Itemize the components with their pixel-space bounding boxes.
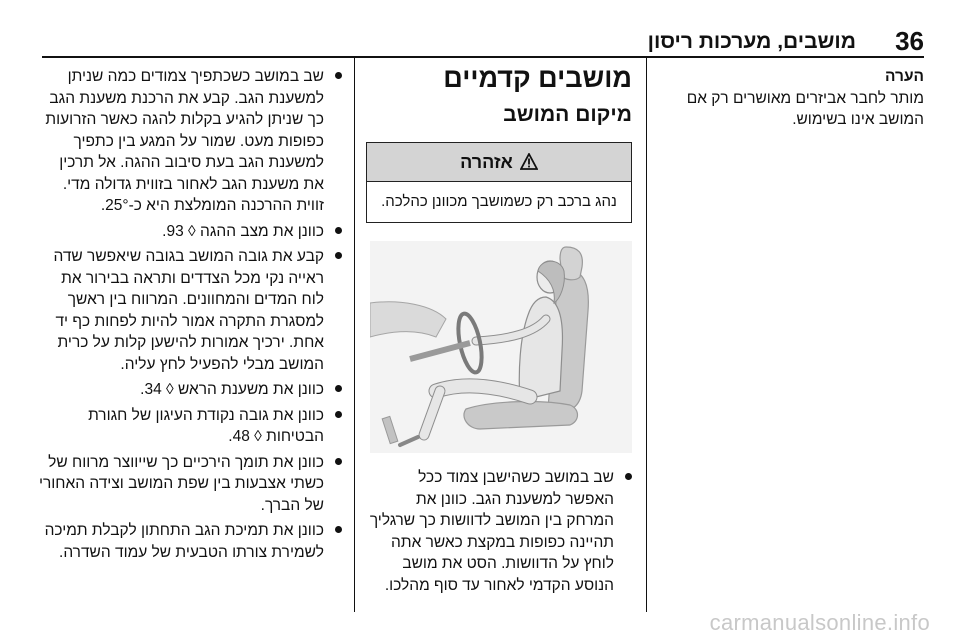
page-header — [34, 26, 924, 56]
section-title: מושבים קדמיים — [443, 63, 632, 93]
warning-header — [367, 143, 631, 182]
list-item: כוונן את מצב ההגה ◊ 93. — [38, 221, 342, 243]
list-item: כוונן את תומך הירכיים כך שייווצר מרווח של כשתי אצבעות בין שפת המושב וצידה האחורי של הברך. — [38, 452, 342, 517]
header-divider — [42, 56, 924, 58]
seating-position-illustration — [370, 241, 632, 453]
list-item: כוונן את משענת הראש ◊ 34. — [38, 379, 342, 401]
note-heading: הערה — [885, 68, 924, 85]
bullet — [335, 72, 342, 79]
bullet — [335, 227, 342, 234]
seating-instructions-list — [366, 467, 632, 596]
list-item: קבע את גובה המושב בגובה שיאפשר שדה ראייה נקי מכל הצדדים ותראה בבירור את לוח המדים והמחוונים. המרווח בין ראשך למסגרת התקרה אמור להיות לפחות כף יד אחת. ירכיך אמורות להישען קלות על כרית המושב מבלי להפעיל לחץ עליה. — [38, 246, 342, 375]
bullet — [335, 252, 342, 259]
list-item: שב במושב כשכתפיך צמודים כמה שניתן למשענת הגב. קבע את הרכנת משענת הגב כך שניתן להגיע בקלות להגה כאשר הזרועות כפופות מעט. שמור על המגע בין כתפיך למשענת הגב בעת סיבוב ההגה. אל תרכין את משענת הגב לאחור בזווית גדולה מדי. זווית ההרכנה המומלצת היא כ-25°. — [38, 66, 342, 217]
seat-position-column — [366, 62, 632, 600]
bullet — [335, 458, 342, 465]
bullet — [335, 385, 342, 392]
header-title: מושבים, מערכות ריסון — [647, 30, 856, 53]
warning-heading: אזהרה — [460, 152, 513, 172]
page-number: 36 — [895, 26, 924, 56]
seat-adjustment-column — [38, 66, 342, 567]
bullet — [335, 411, 342, 418]
adjustment-list — [38, 66, 342, 563]
watermark: carmanualsonline.info — [709, 610, 930, 635]
warning-box — [366, 142, 632, 223]
warning-text: נהג ברכב רק כשמושבך מכוונן כהלכה. — [381, 193, 617, 210]
bullet — [625, 473, 632, 480]
column-divider-left — [354, 58, 355, 612]
note-text: מותר לחבר אביזרים מאושרים רק אם המושב אינו בשימוש. — [686, 89, 924, 128]
column-divider-right — [646, 58, 647, 612]
bullet — [335, 526, 342, 533]
driver-seat-figure — [370, 241, 632, 453]
list-item: כוונן את גובה נקודת העיגון של חגורת הבטיחות ◊ 48. — [38, 405, 342, 448]
list-item: שב במושב כשהישבן צמוד ככל האפשר למשענת הגב. כוונן את המרחק בין המושב לדוושות כך שרגליך תהיינה כפופות במקצת כאשר אתה לוחץ על הדוושות. הסט את מושב הנוסע הקדמי לאחור עד סוף מהלכו. — [366, 467, 632, 596]
note-column — [658, 66, 924, 131]
list-item: כוונן את תמיכת הגב התחתון לקבלת תמיכה לשמירת צורתו הטבעית של עמוד השדרה. — [38, 520, 342, 563]
section-subtitle: מיקום המושב — [503, 103, 632, 126]
warning-triangle-icon — [520, 153, 538, 170]
